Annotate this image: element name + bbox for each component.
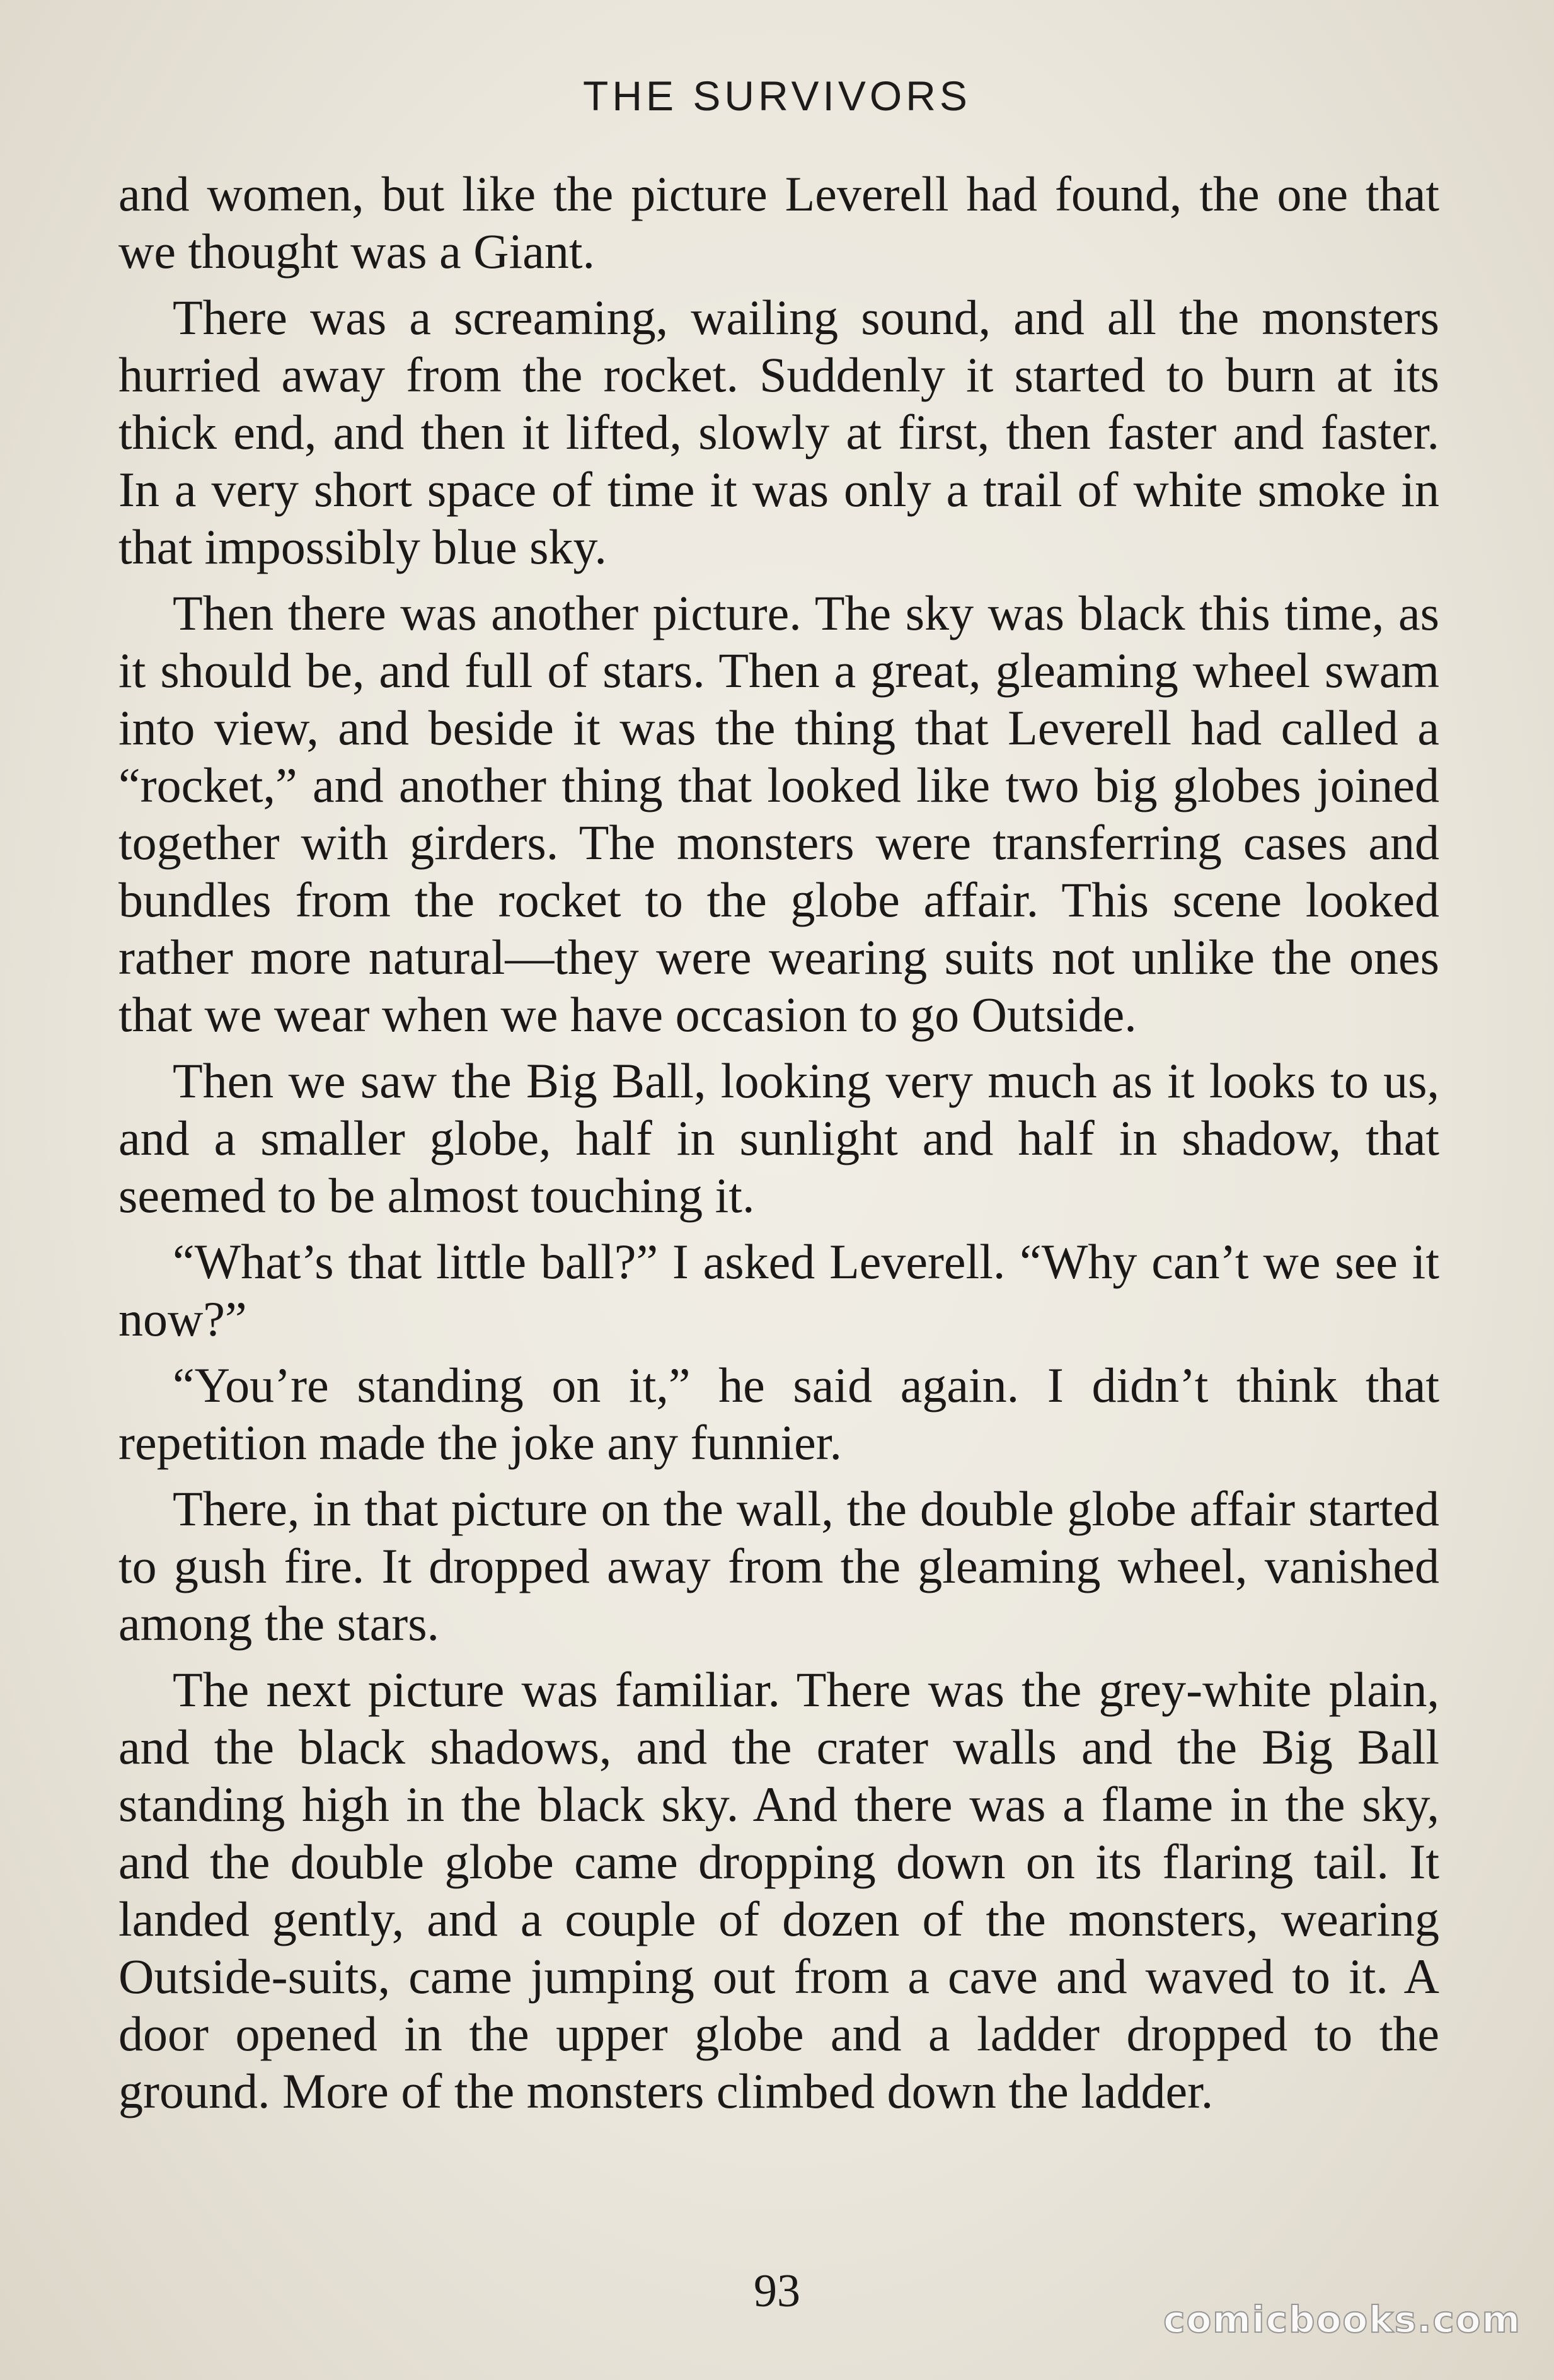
running-head: THE SURVIVORS <box>583 72 971 119</box>
paragraph: The next picture was familiar. There was the grey-white plain, and the black shadows, and the crater walls and the Big Ball standing high in the black sky. And there was a flame in the sky, and the double globe came dropping down on its flaring tail. It landed gently, and a couple of dozen of the monsters, wearing Outside-suits, came jumping out from a cave and waved to it. A door opened in the upper globe and a ladder dropped to the ground. More of the monsters climbed down the ladder. <box>118 1662 1439 2118</box>
page-number: 93 <box>754 2265 800 2317</box>
paragraph: and women, but like the picture Leverell had found, the one that we thought was a Giant. <box>118 166 1439 279</box>
paragraph: There was a screaming, wailing sound, and all the monsters hurried away from the rocket. Suddenly it started to burn at its thick end, and then it lifted, slowly at first, then faster and faster. In a very short space of time it was only a trail of white smoke in that impossibly blue sky. <box>118 290 1439 574</box>
body-text <box>118 165 1439 2129</box>
paragraph: “What’s that little ball?” I asked Leverell. “Why can’t we see it now?” <box>118 1234 1439 1346</box>
watermark-logo: comicbooks.com <box>1163 2298 1521 2341</box>
paragraph: “You’re standing on it,” he said again. I didn’t think that repetition made the joke any funnier. <box>118 1358 1439 1470</box>
paragraph: There, in that picture on the wall, the double globe affair started to gush fire. It dropped away from the gleaming wheel, vanished among the stars. <box>118 1481 1439 1651</box>
paragraph: Then we saw the Big Ball, looking very much as it looks to us, and a smaller globe, half in sunlight and half in shadow, that seemed to be almost touching it. <box>118 1053 1439 1223</box>
paragraph: Then there was another picture. The sky was black this time, as it should be, and full of stars. Then a great, gleaming wheel swam into view, and beside it was the thing that Leverell had called a “rocket,” and another thing that looked like two big globes joined together with girders. The monsters were transferring cases and bundles from the rocket to the globe affair. This scene looked rather more natural—they were wearing suits not unlike the ones that we wear when we have occasion to go Outside. <box>118 586 1439 1042</box>
